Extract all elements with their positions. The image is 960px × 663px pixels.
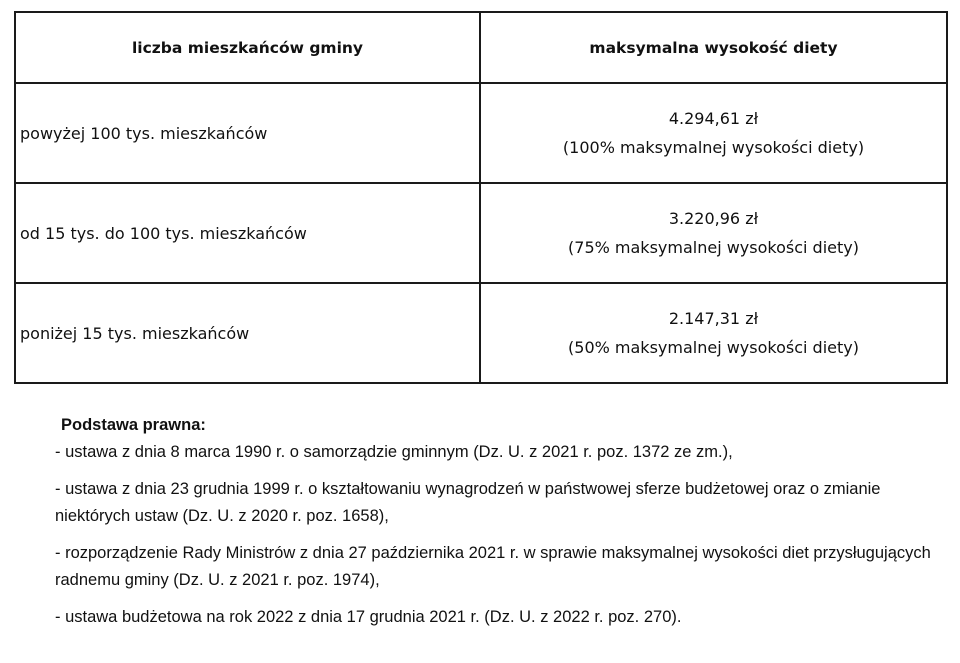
population-cell: od 15 tys. do 100 tys. mieszkańców (15, 183, 480, 283)
legal-basis-item: - ustawa z dnia 8 marca 1990 r. o samorządzie gminnym (Dz. U. z 2021 r. poz. 1372 ze zm.), (55, 443, 733, 461)
population-cell: powyżej 100 tys. mieszkańców (15, 83, 480, 183)
legal-basis-item: - ustawa z dnia 23 grudnia 1999 r. o kształtowaniu wynagrodzeń w państwowej sferze budżetowej oraz o zmianie niektórych ustaw (Dz. U. z 2020 r. poz. 1658), (55, 480, 881, 525)
table-row (15, 83, 947, 183)
amount-value: 4.294,61 zł (668, 109, 759, 128)
table-row (15, 183, 947, 283)
table-row (15, 283, 947, 383)
diet-table (14, 11, 948, 384)
amount-note: (50% maksymalnej wysokości diety) (568, 338, 859, 357)
amount-note: (100% maksymalnej wysokości diety) (562, 138, 865, 157)
amount-value: 2.147,31 zł (668, 309, 759, 328)
amount-cell (480, 283, 947, 383)
header-max-diet: maksymalna wysokość diety (480, 12, 947, 83)
header-population: liczba mieszkańców gminy (15, 12, 480, 83)
table-header-row (15, 12, 947, 83)
amount-note: (75% maksymalnej wysokości diety) (568, 238, 859, 257)
legal-basis-item: - ustawa budżetowa na rok 2022 z dnia 17 grudnia 2021 r. (Dz. U. z 2022 r. poz. 270). (55, 608, 682, 626)
legal-basis-item: - rozporządzenie Rady Ministrów z dnia 27 października 2021 r. w sprawie maksymalnej wysokości diet przysługujących radnemu gminy (Dz. U. z 2021 r. poz. 1974), (55, 544, 931, 589)
amount-cell (480, 183, 947, 283)
amount-value: 3.220,96 zł (668, 209, 759, 228)
legal-basis-section (55, 411, 955, 631)
amount-cell (480, 83, 947, 183)
population-cell: poniżej 15 tys. mieszkańców (15, 283, 480, 383)
legal-basis-title: Podstawa prawna: (61, 416, 206, 434)
